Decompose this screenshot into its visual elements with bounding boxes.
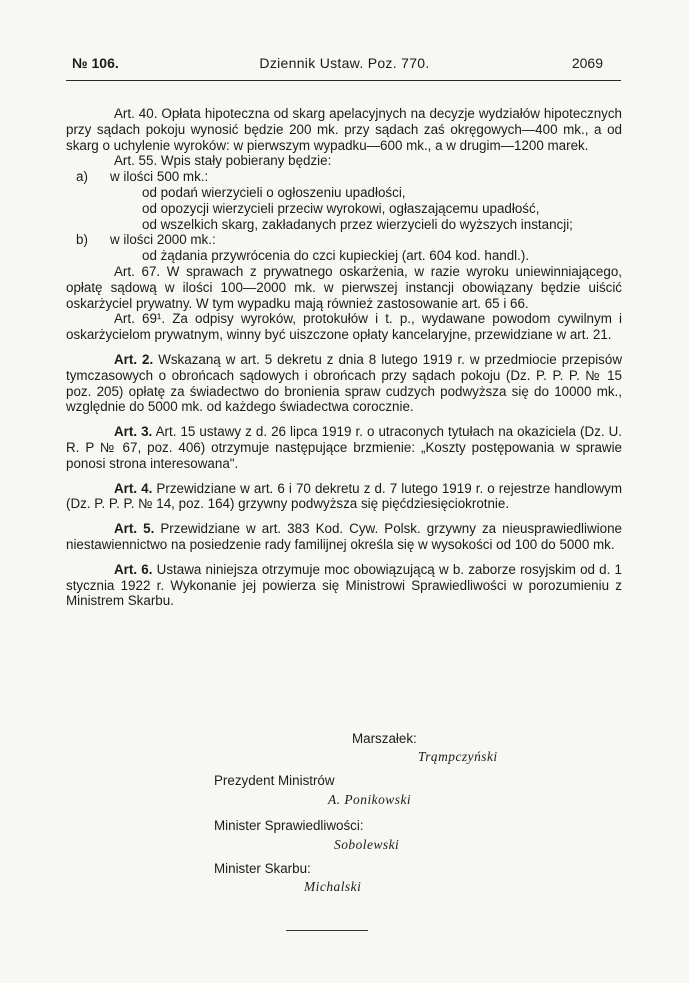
list-line: od opozycji wierzycieli przeciw wyrokowi, ogłaszającemu upadłość, bbox=[142, 200, 540, 216]
marshal-title: Marszałek: bbox=[352, 731, 417, 746]
justice-title: Minister Sprawiedliwości: bbox=[214, 818, 364, 833]
article-text: Art. 15 ustawy z d. 26 lipca 1919 r. o utraconych tytułach na okaziciela (Dz. U. R. P № 67, poz. 406) otrzymuje następujące brzmienie: „Koszty postępowania w sprawie ponosi strona interesowana". bbox=[66, 424, 622, 471]
list-head: w ilości 500 mk.: bbox=[110, 169, 209, 185]
article-text: Wskazaną w art. 5 dekretu z dnia 8 lutego 1919 r. w przedmiocie przepisów tymczasowych o obrońcach sądowych i obrońcach przy sądach pokoju (Dz. P. P. P. № 15 poz. 205) opłatę za świadectwo do bronienia spraw cudzych podwyższa się do 10000 mk., względnie do 5000 mk. od każdego świadectwa corocznie. bbox=[66, 351, 622, 415]
article-2 bbox=[66, 352, 622, 415]
list-line: od podań wierzycieli o ogłoszeniu upadłości, bbox=[142, 184, 406, 200]
list-item-a bbox=[66, 169, 622, 185]
article-label: Art. 5. bbox=[114, 521, 155, 537]
article-text: Ustawa niniejsza otrzymuje moc obowiązującą w b. zaborze rosyjskim od d. 1 stycznia 1922 r. Wykonanie jej powierza się Ministrowi Sprawiedliwości w porozumieniu z Ministrem Skarbu. bbox=[66, 561, 623, 609]
article-text: Przewidziane w art. 383 Kod. Cyw. Polsk. grzywny za nieusprawiedliwione niestawiennictwo na posiedzenie rady familijnej określa się w wysokości od 100 do 5000 mk. bbox=[66, 521, 622, 552]
justice-signature: Sobolewski bbox=[334, 837, 400, 852]
article-text: Przewidziane w art. 6 i 70 dekretu z d. 7 lutego 1919 r. o rejestrze handlowym (Dz. P. P. P. № 14, poz. 164) grzywny podwyższa się pięćdziesięciokrotnie. bbox=[66, 480, 622, 512]
list-head: w ilości 2000 mk.: bbox=[110, 232, 216, 248]
list-label: a) bbox=[76, 169, 88, 185]
paragraph-art-67: Art. 67. W sprawach z prywatnego oskarżenia, w razie wyroku uniewinniającego, opłatę sądową w ilości 100—2000 mk. w pierwszej instancji obowiązany będzie uiścić oskarżyciel prywatny. W tym wypadku mają również zastosowanie art. 65 i 66. bbox=[66, 263, 622, 311]
journal-title: Dziennik Ustaw. Poz. 770. bbox=[259, 55, 430, 71]
list-line: od żądania przywrócenia do czci kupieckiej (art. 604 kod. handl.). bbox=[142, 248, 530, 264]
pm-title: Prezydent Ministrów bbox=[214, 773, 335, 788]
article-3 bbox=[66, 424, 622, 471]
article-4 bbox=[66, 481, 622, 513]
header-rule bbox=[66, 80, 621, 81]
article-label: Art. 6. bbox=[114, 561, 153, 577]
document-body bbox=[66, 106, 622, 609]
footer-rule bbox=[286, 930, 368, 931]
issue-number: № 106. bbox=[72, 55, 119, 71]
page-header bbox=[0, 55, 689, 77]
paragraph-art-40: Art. 40. Opłata hipoteczna od skarg apelacyjnych na decyzje wydziałów hipotecznych przy sądach pokoju wynosić będzie 200 mk. przy sądach zaś okręgowych—400 mk., a od skarg o uchylenie wyroków: w pierwszym wypadku—600 mk., a w drugim—1200 marek. bbox=[66, 106, 622, 153]
treasury-signature: Michalski bbox=[304, 879, 362, 894]
article-6 bbox=[66, 562, 622, 609]
pm-signature: A. Ponikowski bbox=[328, 792, 412, 807]
article-5 bbox=[66, 521, 622, 553]
treasury-title: Minister Skarbu: bbox=[214, 861, 311, 876]
page-number: 2069 bbox=[571, 55, 603, 71]
list-line: od wszelkich skarg, zakładanych przez wierzycieli do wyższych instancji; bbox=[142, 216, 573, 232]
marshal-signature: Trąmpczyński bbox=[418, 749, 498, 764]
article-label: Art. 3. bbox=[114, 424, 153, 440]
article-label: Art. 2. bbox=[114, 351, 154, 367]
list-item-b bbox=[66, 232, 622, 248]
paragraph-art-55: Art. 55. Wpis stały pobierany będzie: bbox=[114, 153, 332, 169]
list-label: b) bbox=[76, 232, 88, 248]
article-label: Art. 4. bbox=[114, 480, 153, 496]
paragraph-art-69: Art. 69¹. Za odpisy wyroków, protokułów i t. p., wydawane powodom cywilnym i oskarżycielom prywatnym, winny być uiszczone opłaty kancelaryjne, przewidziane w art. 21. bbox=[66, 311, 622, 343]
